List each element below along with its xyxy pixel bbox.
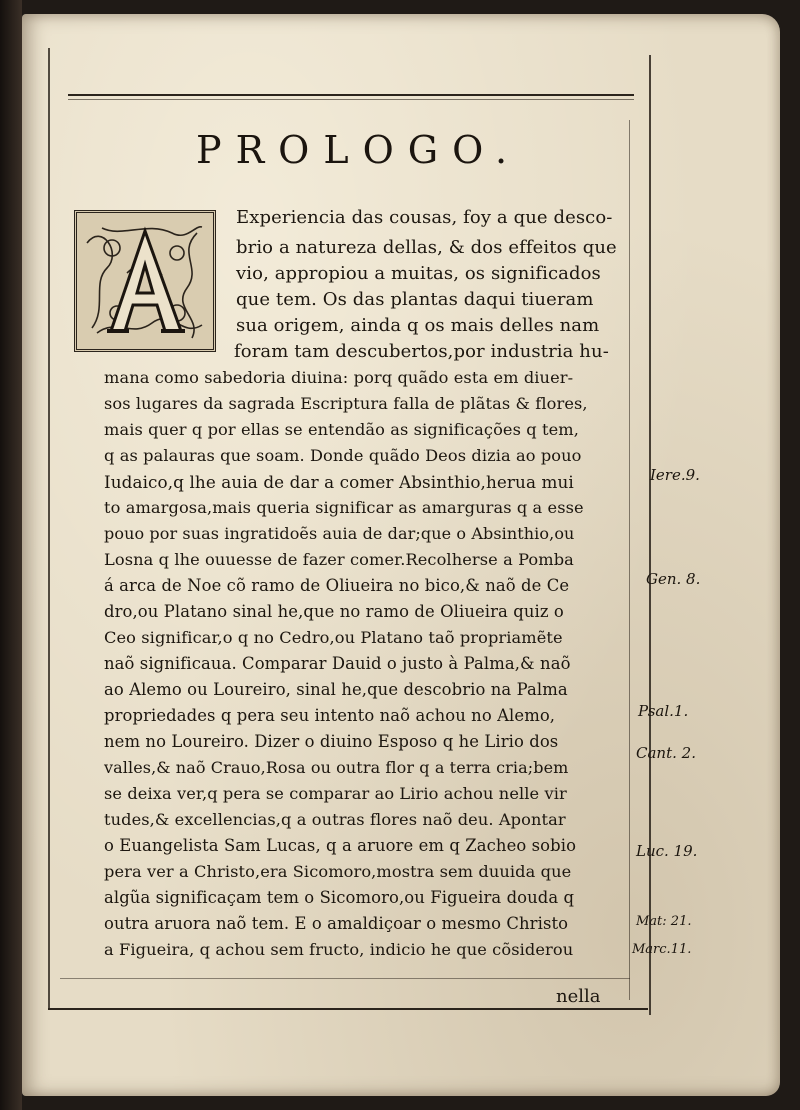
marginal-reference: Gen. 8. xyxy=(646,570,701,588)
marginal-reference: Psal.1. xyxy=(638,702,689,720)
left-border-rule xyxy=(48,48,50,1008)
top-rule xyxy=(68,94,634,96)
margin-divider-rule xyxy=(629,120,630,1000)
text-line: mana como sabedoria diuina: porq quãdo esta em diuer- xyxy=(104,368,574,387)
text-line: o Euangelista Sam Lucas, q a aruore em q Zacheo sobio xyxy=(104,836,577,855)
text-line: que tem. Os das plantas daqui tiueram xyxy=(236,289,594,310)
marginal-reference: Luc. 19. xyxy=(636,842,698,860)
text-line: naõ significaua. Comparar Dauid o justo à Palma,& naõ xyxy=(104,654,571,673)
text-line: brio a natureza dellas, & dos effeitos que xyxy=(236,237,617,258)
text-line: nem no Loureiro. Dizer o diuino Esposo q he Lirio dos xyxy=(104,732,559,751)
page-title: PROLOGO. xyxy=(196,128,522,172)
text-line: vio, appropiou a muitas, os significados xyxy=(236,263,601,284)
text-line: ao Alemo ou Loureiro, sinal he,que descobrio na Palma xyxy=(104,680,568,699)
text-line: pouo por suas ingratidoẽs auia de dar;que o Absinthio,ou xyxy=(104,524,575,543)
text-line: dro,ou Platano sinal he,que no ramo de Oliueira quiz o xyxy=(104,602,564,621)
text-line: Iudaico,q lhe auia de dar a comer Absinthio,herua mui xyxy=(104,472,574,492)
text-line: sos lugares da sagrada Escriptura falla de plãtas & flores, xyxy=(104,394,588,413)
text-line: algũa significaçam tem o Sicomoro,ou Figueira douda q xyxy=(104,888,575,907)
text-line: pera ver a Christo,era Sicomoro,mostra sem duuida que xyxy=(104,862,572,881)
catchword: nella xyxy=(556,986,601,1007)
text-line: Losna q lhe ouuesse de fazer comer.Recolherse a Pomba xyxy=(104,550,574,569)
marginal-reference: Iere.9. xyxy=(650,466,700,484)
ornament-initial-icon xyxy=(77,213,213,349)
book-gutter xyxy=(0,0,22,1110)
text-line: q as palauras que soam. Donde quãdo Deos dizia ao pouo xyxy=(104,446,582,465)
text-line: mais quer q por ellas se entendão as significações q tem, xyxy=(104,420,579,439)
text-line: outra aruora naõ tem. E o amaldiçoar o mesmo Christo xyxy=(104,914,569,933)
marginal-reference: Mat: 21. xyxy=(636,914,692,929)
decorated-initial xyxy=(74,210,216,352)
bottom-rule xyxy=(48,1008,648,1010)
text-line: tudes,& excellencias,q a outras flores naõ deu. Apontar xyxy=(104,810,566,829)
bottom-rule-thin xyxy=(60,978,630,979)
text-line: á arca de Noe cõ ramo de Oliueira no bico,& naõ de Ce xyxy=(104,576,570,595)
top-rule-thin xyxy=(68,99,634,100)
marginal-reference: Cant. 2. xyxy=(636,744,696,762)
text-line: a Figueira, q achou sem fructo, indicio he que cõsiderou xyxy=(104,940,574,959)
text-line: Ceo significar,o q no Cedro,ou Platano taõ propriamẽte xyxy=(104,628,563,647)
text-line: se deixa ver,q pera se comparar ao Lirio achou nelle vir xyxy=(104,784,567,803)
text-line: Experiencia das cousas, foy a que desco- xyxy=(236,207,613,228)
marginal-reference: Marc.11. xyxy=(632,942,692,957)
text-line: foram tam descubertos,por industria hu- xyxy=(234,341,609,362)
right-border-rule xyxy=(649,55,651,1015)
text-line: to amargosa,mais queria significar as amarguras q a esse xyxy=(104,498,584,517)
text-line: valles,& naõ Crauo,Rosa ou outra flor q a terra cria;bem xyxy=(104,758,569,777)
text-line: sua origem, ainda q os mais delles nam xyxy=(236,315,600,336)
text-line: propriedades q pera seu intento naõ achou no Alemo, xyxy=(104,706,556,725)
